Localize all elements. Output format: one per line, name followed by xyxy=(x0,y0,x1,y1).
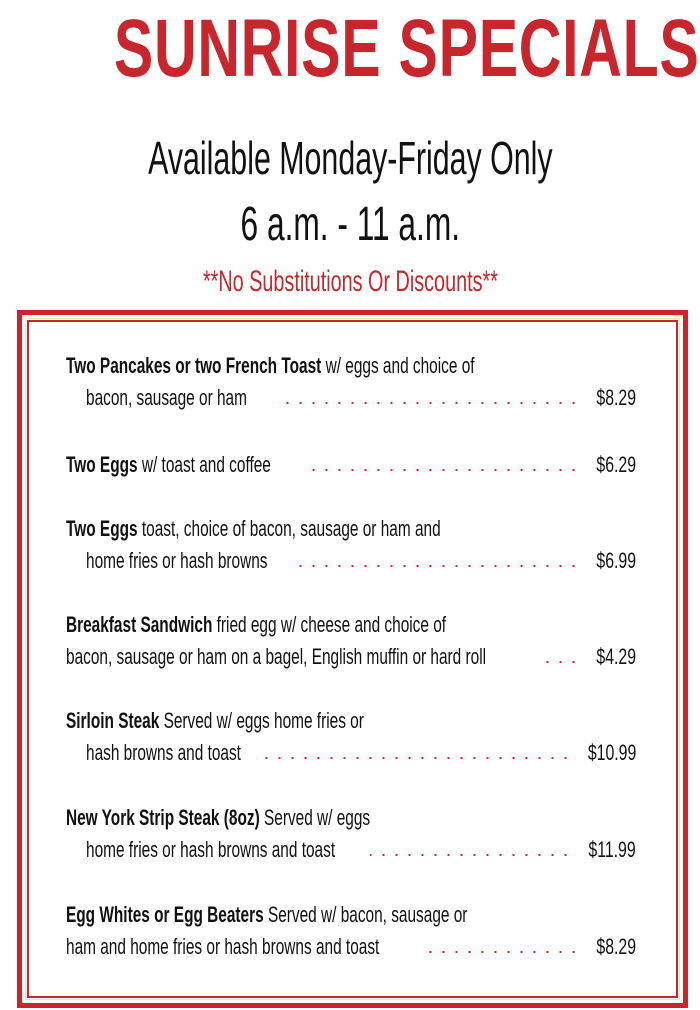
item-description-cont: hash browns and toast xyxy=(86,740,241,765)
item-line-2 xyxy=(66,931,636,963)
menu-title xyxy=(0,4,700,94)
menu-item xyxy=(66,802,636,866)
leader-dots xyxy=(262,737,572,769)
leader-dots xyxy=(536,641,580,673)
item-description: toast, choice of bacon, sausage or ham and xyxy=(137,516,441,541)
menu-item xyxy=(66,705,636,769)
item-line-2 xyxy=(66,641,636,673)
menu-item xyxy=(66,899,636,963)
no-substitutions-notice xyxy=(0,262,700,302)
item-price: $8.29 xyxy=(596,385,636,410)
item-line-2 xyxy=(66,545,636,577)
item-description: w/ toast and coffee xyxy=(137,452,271,477)
item-line-1 xyxy=(66,705,636,737)
item-line-1 xyxy=(66,899,636,931)
menu-item xyxy=(66,350,636,414)
item-description: fried egg w/ cheese and choice of xyxy=(212,612,447,637)
item-description-cont: home fries or hash browns and toast xyxy=(86,837,336,862)
menu-item xyxy=(66,513,636,577)
menu-item xyxy=(66,609,636,673)
leader-dots xyxy=(294,545,580,577)
item-description: w/ eggs and choice of xyxy=(321,353,475,378)
item-description: Served w/ eggs xyxy=(259,805,371,830)
notice-label: **No Substitutions Or Discounts** xyxy=(202,265,498,298)
item-line-2 xyxy=(66,737,636,769)
item-description-cont: home fries or hash browns xyxy=(86,548,268,573)
availability-text xyxy=(0,130,700,186)
item-price: $6.29 xyxy=(596,452,636,477)
leader-dots xyxy=(276,382,580,414)
item-description-cont: bacon, sausage or ham on a bagel, English muffin or hard roll xyxy=(66,644,487,669)
availability-label: Available Monday-Friday Only xyxy=(147,132,553,184)
item-name: New York Strip Steak (8oz) xyxy=(66,805,260,830)
leader-dots xyxy=(420,931,580,963)
item-price: $4.29 xyxy=(596,644,636,669)
hours-text xyxy=(0,196,700,254)
item-description: Served w/ eggs home fries or xyxy=(159,708,364,733)
item-line-2 xyxy=(66,834,636,866)
leader-dots xyxy=(306,449,580,481)
item-description: Served w/ bacon, sausage or xyxy=(263,902,468,927)
menu-title-text: SUNRISE SPECIALS xyxy=(113,3,700,94)
item-name: Two Eggs xyxy=(66,452,138,477)
leader-dots xyxy=(370,834,572,866)
item-name: Sirloin Steak xyxy=(66,708,160,733)
item-price: $8.29 xyxy=(596,934,636,959)
item-price: $11.99 xyxy=(588,837,636,862)
item-name: Breakfast Sandwich xyxy=(66,612,213,637)
item-line-1 xyxy=(66,513,636,545)
item-line-1 xyxy=(66,609,636,641)
item-line-1 xyxy=(66,802,636,834)
item-name: Two Pancakes or two French Toast xyxy=(66,353,322,378)
menu-item xyxy=(66,449,636,481)
item-description-cont: ham and home fries or hash browns and toast xyxy=(66,934,380,959)
hours-label: 6 a.m. - 11 a.m. xyxy=(240,198,460,251)
item-description-cont: bacon, sausage or ham xyxy=(86,385,247,410)
item-line-1 xyxy=(66,449,636,481)
item-price: $10.99 xyxy=(587,740,636,765)
item-line-2 xyxy=(66,382,636,414)
item-name: Two Eggs xyxy=(66,516,138,541)
item-price: $6.99 xyxy=(596,548,636,573)
item-name: Egg Whites or Egg Beaters xyxy=(66,902,264,927)
item-line-1 xyxy=(66,350,636,382)
